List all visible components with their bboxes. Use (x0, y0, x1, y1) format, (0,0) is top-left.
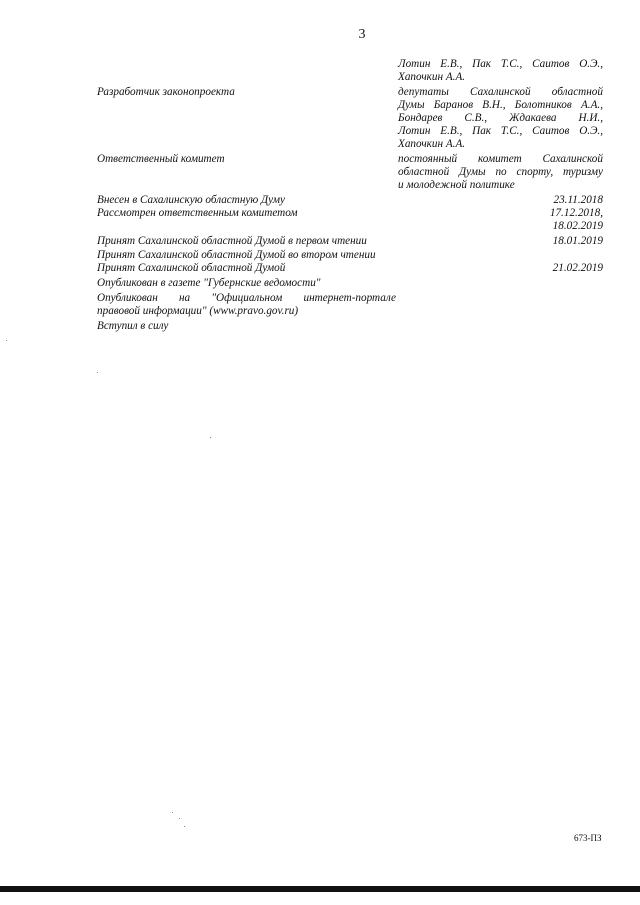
entry-date: 18.02.2019 (552, 220, 603, 232)
entry-label: Принят Сахалинской областной Думой в первом чтении (97, 235, 367, 247)
developer-line: депутаты Сахалинской областной (398, 86, 603, 98)
document-code: 673-ПЗ (574, 833, 602, 843)
entry-label: Опубликован в газете "Губернские ведомости" (97, 277, 321, 289)
entry-date: 23.11.2018 (553, 194, 603, 206)
authors-continuation (398, 58, 603, 84)
developer-value (398, 86, 603, 151)
scan-speck (184, 826, 185, 827)
scan-speck (210, 437, 211, 438)
published-portal (97, 292, 396, 318)
entry-label: Внесен в Сахалинскую областную Думу (97, 194, 285, 206)
page-number: 3 (358, 27, 366, 42)
entry-date: 21.02.2019 (552, 262, 603, 274)
authors-line: Лотин Е.В., Пак Т.С., Саитов О.Э., (398, 58, 603, 70)
committee-line: и молодежной политике (398, 179, 515, 191)
committee-line: постоянный комитет Сахалинской (398, 153, 603, 165)
entry-date: 18.01.2019 (552, 235, 603, 247)
scan-speck (172, 812, 173, 813)
scan-speck (6, 340, 7, 341)
scan-speck (179, 818, 180, 819)
developer-line: Бондарев С.В., Ждакаева Н.И., (398, 112, 603, 124)
scan-speck (97, 372, 98, 373)
entry-label: Принят Сахалинской областной Думой (97, 262, 286, 274)
developer-line: Лотин Е.В., Пак Т.С., Саитов О.Э., (398, 125, 603, 137)
published-portal-line: правовой информации" (www.pravo.gov.ru) (97, 305, 299, 317)
effective-label: Вступил в силу (97, 320, 169, 332)
committee-line: областной Думы по спорту, туризму (398, 166, 603, 178)
scan-border (0, 886, 640, 892)
committee-label: Ответственный комитет (97, 153, 225, 165)
entry-label: Рассмотрен ответственным комитетом (97, 207, 298, 219)
developer-line: Думы Баранов В.Н., Болотников А.А., (398, 99, 603, 111)
authors-line: Хапочкин А.А. (398, 71, 466, 83)
published-portal-line: Опубликован на "Официальном интернет-портале (97, 292, 396, 304)
developer-label: Разработчик законопроекта (97, 86, 235, 98)
entry-date: 17.12.2018, (549, 207, 603, 219)
entry-label: Принят Сахалинской областной Думой во втором чтении (97, 249, 376, 261)
committee-value (398, 153, 603, 192)
developer-line: Хапочкин А.А. (398, 138, 466, 150)
